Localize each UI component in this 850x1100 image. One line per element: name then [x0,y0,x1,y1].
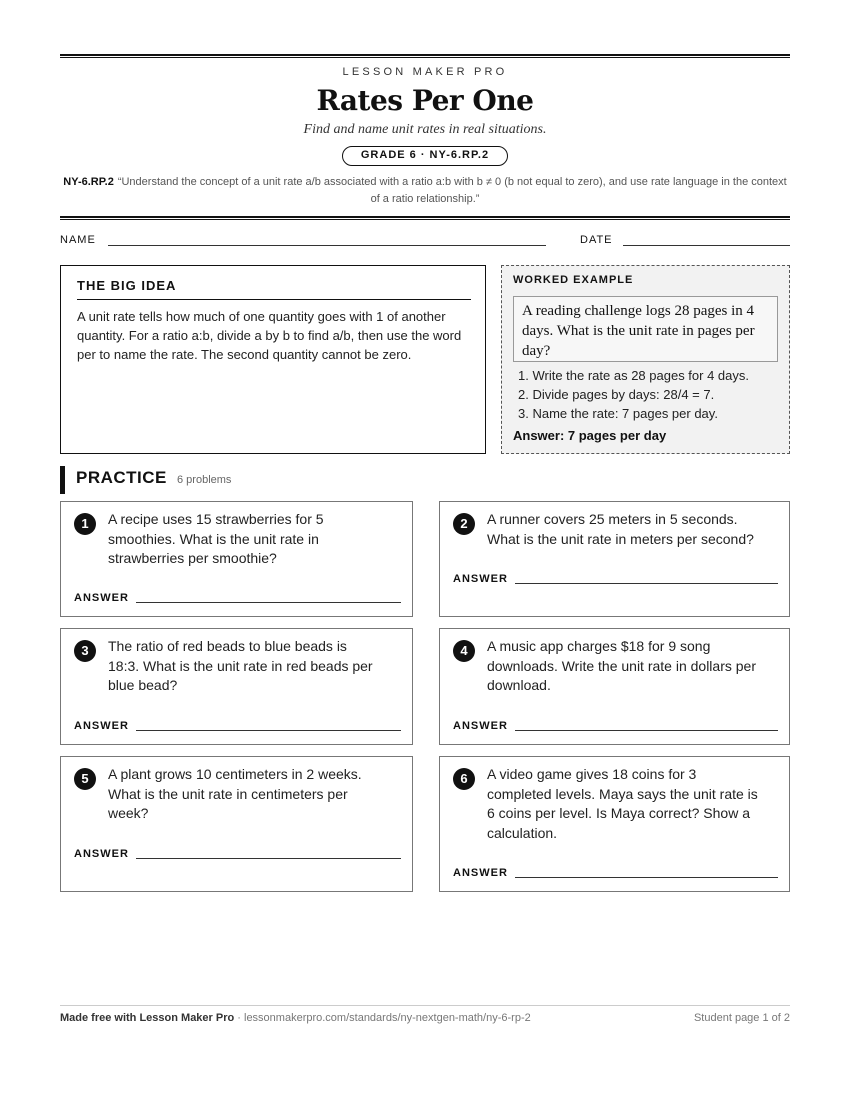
question-line: The ratio of red beads to blue beads is [108,638,347,654]
name-label: NAME [60,234,96,246]
grade-badge: GRADE 6 · NY-6.RP.2 [342,146,508,166]
answer-label: ANSWER [74,592,129,604]
big-idea-text: A unit rate tells how much of one quantity goes with 1 of another quantity. For a ratio a:b, divide a by b to find a/b, then use the word per to name the rate. The second quantity cannot be zero. [77,309,462,362]
worked-example-title: WORKED EXAMPLE [513,274,634,286]
answer-label: ANSWER [453,573,508,585]
problem-question [108,637,373,696]
problem-number: 5 [74,768,96,790]
practice-count: 6 problems [177,474,232,486]
problem-card-3 [60,628,413,745]
big-idea-box [60,265,486,454]
question-line: week? [108,805,149,821]
footer-page-number: Student page 1 of 2 [693,1012,790,1024]
worked-example-problem: A reading challenge logs 28 pages in 4 days. What is the unit rate in pages per day? [513,296,778,362]
question-line: A runner covers 25 meters in 5 seconds. [487,511,738,527]
question-line: completed levels. Maya says the unit rate is [487,785,758,802]
answer-label: ANSWER [74,720,129,732]
big-idea-divider [77,299,471,300]
answer-label: ANSWER [74,848,129,860]
problem-card-6 [439,756,790,892]
answer-field[interactable] [136,730,401,731]
problem-number: 4 [453,640,475,662]
worked-example-box [501,265,790,454]
answer-label: ANSWER [453,720,508,732]
question-line: download. [487,677,551,693]
standard-description [60,174,790,208]
question-line: A music app charges $18 for 9 song [487,638,711,654]
footer-credit [60,1012,531,1024]
header-top-rule [60,54,790,58]
answer-field[interactable] [515,583,778,584]
practice-accent-bar [60,466,65,494]
problem-question [487,637,756,696]
question-line: 6 coins per level. Is Maya correct? Show a [487,805,751,821]
header-bottom-rule [60,216,790,220]
problem-card-5 [60,756,413,892]
worked-example-steps [518,366,749,423]
problem-number: 1 [74,513,96,535]
answer-field[interactable] [136,858,401,859]
practice-title: PRACTICE [76,468,167,487]
worksheet-page [60,0,790,1100]
answer-field[interactable] [515,877,778,878]
question-line: What is the unit rate in centimeters per [108,785,348,802]
problem-number: 3 [74,640,96,662]
date-field[interactable] [623,245,790,246]
problem-card-4 [439,628,790,745]
answer-field[interactable] [515,730,778,731]
question-line: What is the unit rate in meters per second? [487,530,754,547]
question-line: strawberries per smoothie? [108,550,277,566]
problem-number: 6 [453,768,475,790]
worked-example-answer: Answer: 7 pages per day [513,428,667,443]
problem-card-2 [439,501,790,617]
worked-step: 3. Name the rate: 7 pages per day. [518,406,718,421]
name-field[interactable] [108,245,546,246]
worked-step: 2. Divide pages by days: 28/4 = 7. [518,387,715,402]
big-idea-title: THE BIG IDEA [77,278,177,293]
footer-url[interactable]: · lessonmakerpro.com/standards/ny-nextgen-math/ny-6-rp-2 [234,1012,531,1024]
answer-label: ANSWER [453,867,508,879]
problem-card-1 [60,501,413,617]
question-line: 18:3. What is the unit rate in red beads per [108,657,373,674]
question-line: downloads. Write the unit rate in dollars per [487,657,756,674]
question-line: blue bead? [108,677,178,693]
problem-question [487,765,758,843]
footer-made-with: Made free with Lesson Maker Pro [60,1012,235,1024]
worked-step: 1. Write the rate as 28 pages for 4 days. [518,368,749,383]
question-line: A video game gives 18 coins for 3 [487,766,697,782]
standard-code: NY-6.RP.2 [63,176,114,188]
page-subtitle: Find and name unit rates in real situations. [303,122,547,137]
problem-question [108,510,324,569]
date-label: DATE [580,234,613,246]
standard-text: “Understand the concept of a unit rate a/b associated with a ratio a:b with b ≠ 0 (b not equal to zero), and use rate language in the context of a ratio relationship.” [117,176,787,205]
problem-number: 2 [453,513,475,535]
footer-divider [60,1005,790,1006]
brand-name: LESSON MAKER PRO [342,66,508,78]
answer-field[interactable] [136,602,401,603]
page-title: Rates Per One [316,84,534,117]
problem-question [108,765,362,824]
question-line: A recipe uses 15 strawberries for 5 [108,511,324,527]
problem-question [487,510,754,549]
question-line: smoothies. What is the unit rate in [108,530,319,547]
question-line: A plant grows 10 centimeters in 2 weeks. [108,766,362,782]
question-line: calculation. [487,824,558,841]
